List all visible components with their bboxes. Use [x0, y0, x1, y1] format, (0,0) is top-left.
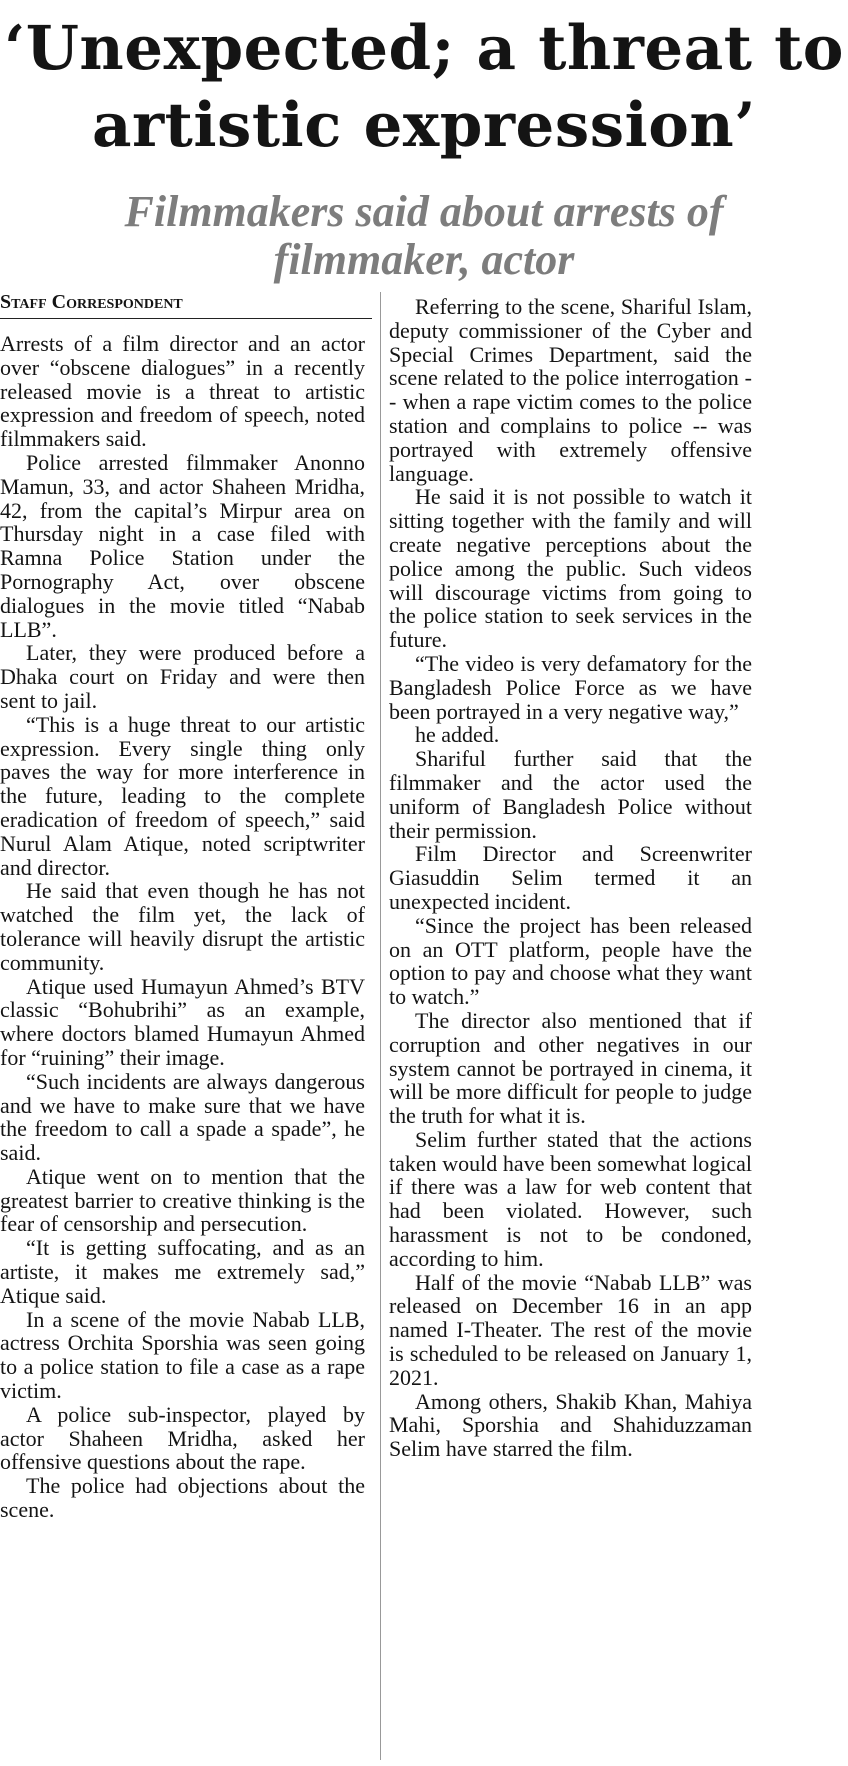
paragraph: “It is getting suffocating, and as an artiste, it makes me extremely sad,” Atique said. — [0, 1235, 365, 1308]
paragraph: Arrests of a film director and an actor over “obscene dialogues” in a recently released movie is a threat to artistic expression and freedom of speech, noted filmmakers said. — [0, 331, 365, 452]
paragraph: Later, they were produced before a Dhaka court on Friday and were then sent to jail. — [0, 640, 365, 713]
paragraph: He said it is not possible to watch it sitting together with the family and will create negative perceptions about the police among the public. Such videos will discourage victims from going to the police station to seek services in the future. — [389, 484, 752, 653]
headline: ‘Unexpected; a threat to artistic expression’ — [4, 13, 844, 161]
paragraph: The police had objections about the scene. — [0, 1473, 365, 1523]
paragraph: Half of the movie “Nabab LLB” was released on December 16 in an app named I-Theater. The rest of the movie is scheduled to be released on January 1, 2021. — [389, 1269, 752, 1390]
paragraph: Police arrested filmmaker Anonno Mamun, 33, and actor Shaheen Mridha, 42, from the capital’s Mirpur area on Thursday night in a case filed with Ramna Police Station under the Pornography Act, over obscene dialogues in the movie titled “Nabab LLB”. — [0, 449, 365, 642]
paragraph: The director also mentioned that if corruption and other negatives in our system cannot be portrayed in cinema, it will be more difficult for people to judge the truth for what it is. — [389, 1007, 752, 1129]
subheadline: Filmmakers said about arrests of filmmaker, actor — [124, 187, 724, 284]
paragraph: A police sub-inspector, played by actor Shaheen Mridha, asked her offensive questions about the rape. — [0, 1401, 365, 1475]
paragraph: Shariful further said that the filmmaker and the actor used the uniform of Bangladesh Police without their permission. — [389, 746, 752, 843]
right-column — [389, 295, 752, 1461]
column-divider — [380, 292, 381, 1760]
paragraph: Among others, Shakib Khan, Mahiya Mahi, Sporshia and Shahiduzzaman Selim have starred the film. — [389, 1388, 752, 1462]
byline: Staff Correspondent — [0, 291, 183, 313]
paragraph: “Such incidents are always dangerous and we have to make sure that we have the freedom to call a spade a spade”, he said. — [0, 1068, 365, 1166]
paragraph: he added. — [415, 722, 500, 748]
paragraph: Film Director and Screenwriter Giasuddin Selim termed it an unexpected incident. — [389, 841, 752, 914]
left-column — [0, 332, 365, 1522]
paragraph: “Since the project has been released on an OTT platform, people have the option to pay and choose what they want to watch.” — [389, 912, 752, 1010]
paragraph: “The video is very defamatory for the Bangladesh Police Force as we have been portrayed in a very negative way,” — [389, 650, 752, 724]
byline-rule — [0, 318, 372, 319]
paragraph: Selim further stated that the actions taken would have been somewhat logical if there was a law for web content that had been violated. However, such harassment is not to be condoned, according to him. — [389, 1126, 752, 1271]
paragraph: Atique used Humayun Ahmed’s BTV classic “Bohubrihi” as an example, where doctors blamed Humayun Ahmed for “ruining” their image. — [0, 973, 365, 1070]
paragraph: He said that even though he has not watched the film yet, the lack of tolerance will heavily disrupt the artistic community. — [0, 878, 365, 975]
paragraph: “This is a huge threat to our artistic expression. Every single thing only paves the way for more interference in the future, leading to the complete eradication of freedom of speech,” said Nurul Alam Atique, noted scriptwriter and director. — [0, 711, 365, 880]
paragraph: Atique went on to mention that the greatest barrier to creative thinking is the fear of censorship and persecution. — [0, 1163, 365, 1237]
paragraph: Referring to the scene, Shariful Islam, deputy commissioner of the Cyber and Special Crimes Department, said the scene related to the police interrogation -- when a rape victim comes to the police station and complains to police -- was portrayed with extremely offensive language. — [389, 294, 752, 486]
paragraph: In a scene of the movie Nabab LLB, actress Orchita Sporshia was seen going to a police station to file a case as a rape victim. — [0, 1306, 365, 1404]
